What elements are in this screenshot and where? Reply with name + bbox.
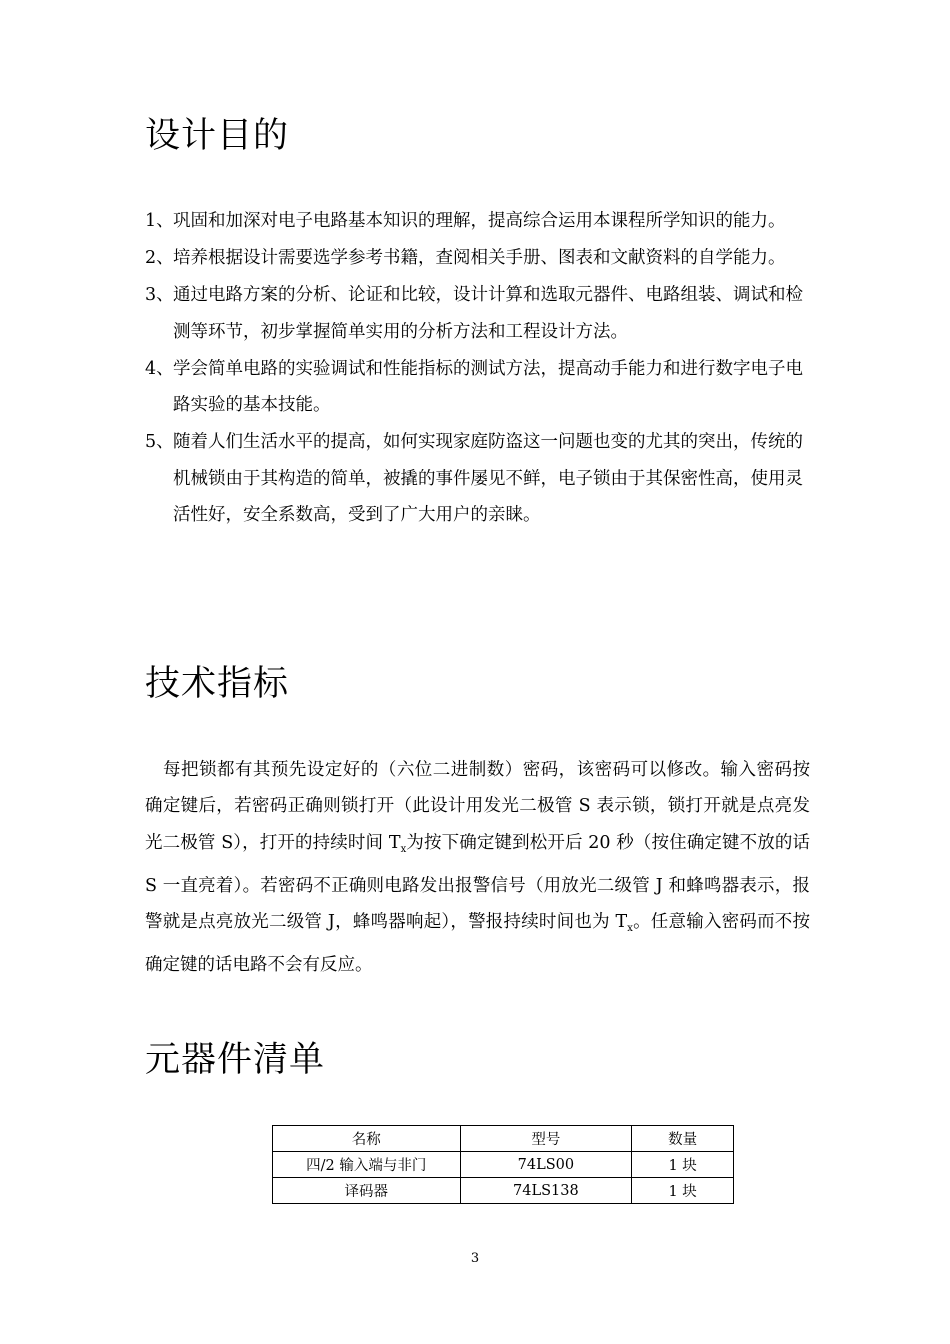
section-title-purpose: 设计目的 bbox=[145, 116, 290, 156]
list-item bbox=[145, 424, 810, 534]
list-item-number: 2、 bbox=[145, 248, 174, 268]
tech-subscript-1: x bbox=[400, 843, 407, 855]
list-item-number: 4、 bbox=[145, 358, 174, 379]
tech-text-part1: 每把锁都有其预先设定好的（六位二进制数）密码，该密码可以修改。输入密码按确定键后，若密码正确则锁打开（此设计用发光二极管 S 表示锁，锁打开就是点亮发光二极管 S），打开的持续时间 T bbox=[145, 760, 810, 853]
table-header-row bbox=[273, 1126, 734, 1152]
table-cell: 74LS138 bbox=[460, 1178, 632, 1204]
table-row bbox=[273, 1152, 734, 1178]
list-item-text: 巩固和加深对电子电路基本知识的理解，提高综合运用本课程所学知识的能力。 bbox=[173, 211, 786, 231]
list-item-text: 培养根据设计需要选学参考书籍，查阅相关手册、图表和文献资料的自学能力。 bbox=[173, 248, 786, 268]
section-title-parts-list: 元器件清单 bbox=[145, 1040, 326, 1080]
parts-table bbox=[272, 1125, 734, 1204]
table-cell: 1 块 bbox=[632, 1152, 734, 1178]
page-number: 3 bbox=[470, 1251, 480, 1266]
list-item-number: 5、 bbox=[145, 432, 174, 452]
list-item-text: 通过电路方案的分析、论证和比较，设计计算和选取元器件、电路组装、调试和检测等环节，初步掌握简单实用的分析方法和工程设计方法。 bbox=[173, 285, 803, 342]
tech-spec-paragraph bbox=[145, 752, 810, 984]
column-header-quantity: 数量 bbox=[632, 1126, 734, 1152]
list-item-number: 3、 bbox=[145, 285, 174, 305]
list-item bbox=[145, 203, 810, 240]
list-item bbox=[145, 240, 810, 277]
list-item bbox=[145, 277, 810, 350]
tech-text-part3: 。任意输入密码而不按确定键的话电路不会有反应。 bbox=[145, 912, 811, 976]
table-cell: 四/2 输入端与非门 bbox=[273, 1152, 461, 1178]
list-item-number: 1、 bbox=[145, 211, 174, 231]
table-cell: 译码器 bbox=[273, 1178, 461, 1204]
list-item-text: 学会简单电路的实验调试和性能指标的测试方法，提高动手能力和进行数字电子电路实验的基本技能。 bbox=[173, 358, 803, 415]
tech-subscript-2: x bbox=[627, 923, 633, 935]
table-cell: 74LS00 bbox=[460, 1152, 632, 1178]
table-cell: 1 块 bbox=[632, 1178, 734, 1204]
list-item bbox=[145, 351, 810, 424]
tech-text-part2: 为按下确定键到松开后 20 秒（按住确定键不放的话 S 一直亮着）。若密码不正确则电路发出报警信号（用放光二级管 J 和蜂鸣器表示，报警就是点亮放光二级管 J，蜂鸣器响起），警报持续时间也为 T bbox=[145, 832, 810, 933]
column-header-name: 名称 bbox=[273, 1126, 461, 1152]
section-title-tech-specs: 技术指标 bbox=[145, 664, 290, 704]
table-row bbox=[273, 1178, 734, 1204]
column-header-model: 型号 bbox=[460, 1126, 632, 1152]
list-item-text: 随着人们生活水平的提高，如何实现家庭防盗这一问题也变的尤其的突出，传统的机械锁由于其构造的简单，被撬的事件屡见不鲜，电子锁由于其保密性高，使用灵活性好，安全系数高，受到了广大用户的亲睐。 bbox=[173, 432, 803, 525]
purpose-list bbox=[145, 203, 810, 534]
